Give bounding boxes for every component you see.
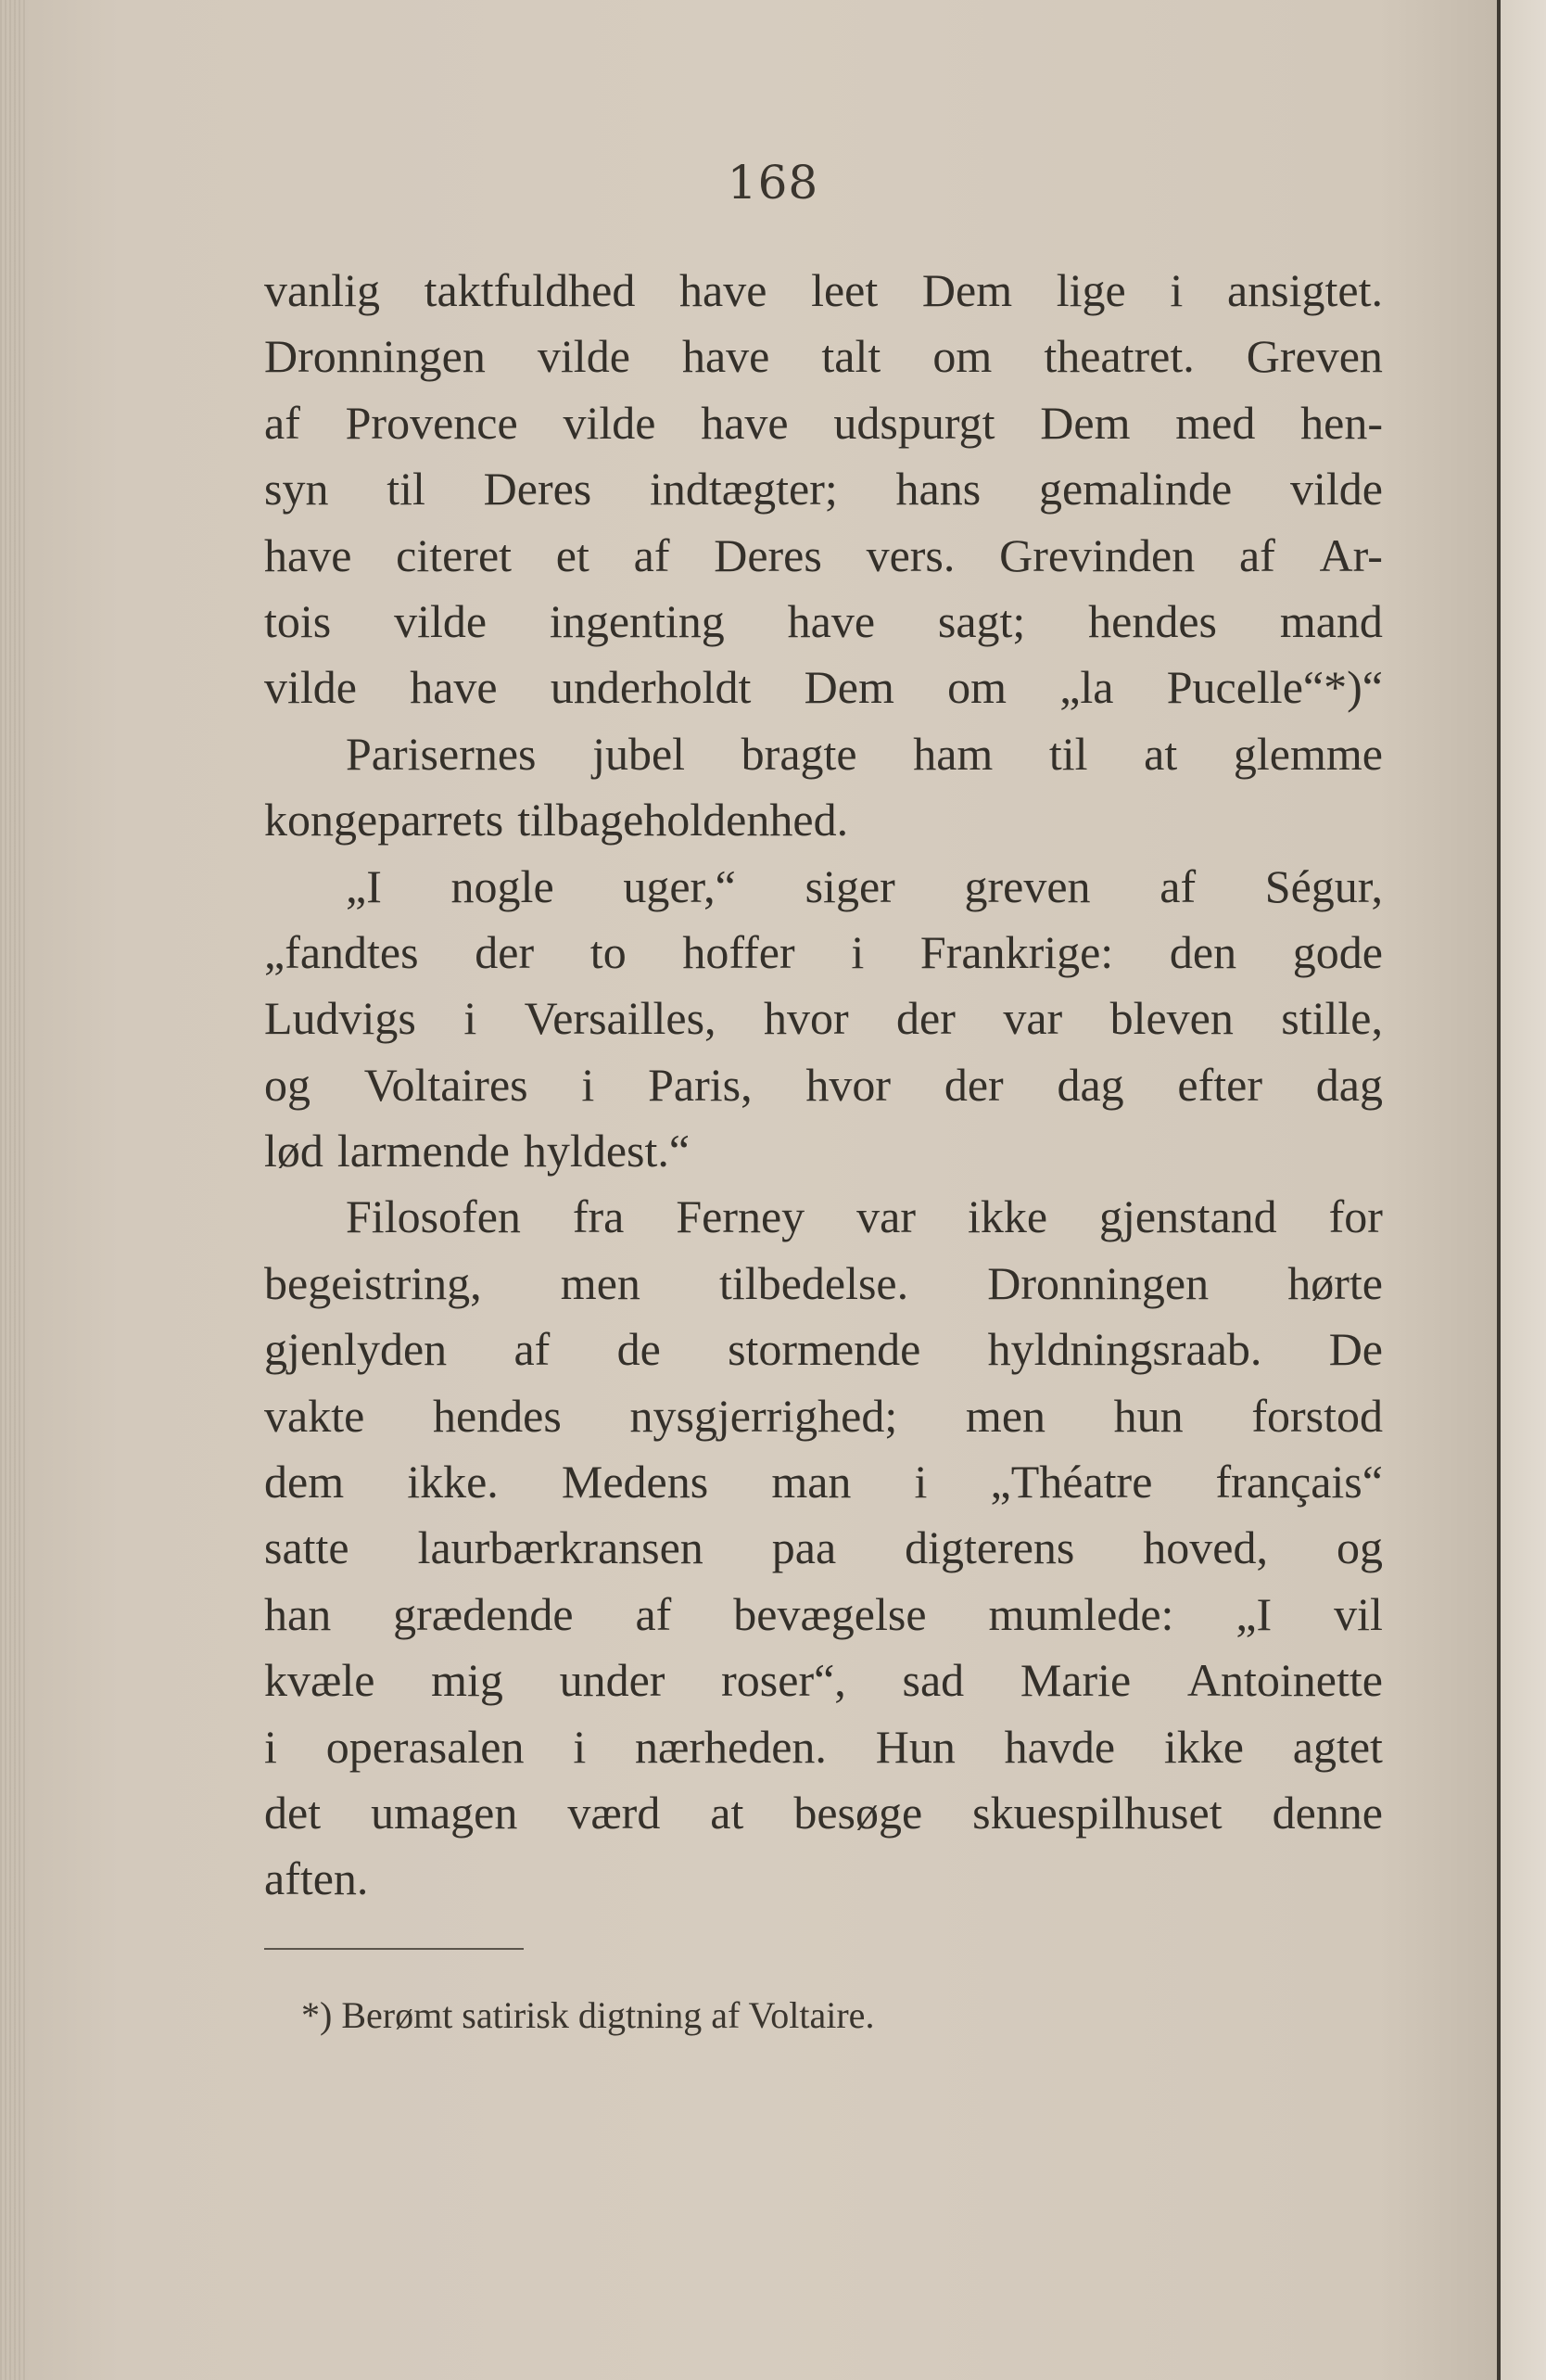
word: hoved, bbox=[1143, 1521, 1268, 1574]
word: nysgjerrighed; bbox=[629, 1389, 898, 1442]
word: man bbox=[771, 1456, 852, 1508]
text-line bbox=[264, 1383, 1383, 1449]
word: Pucelle“*)“ bbox=[1166, 661, 1383, 714]
word: hendes bbox=[432, 1389, 562, 1442]
word: larmende bbox=[336, 1125, 510, 1177]
word: var bbox=[856, 1190, 916, 1243]
word: af bbox=[264, 396, 300, 449]
word: under bbox=[559, 1654, 665, 1707]
word: og bbox=[264, 1058, 310, 1111]
word: have bbox=[787, 594, 876, 647]
word: De bbox=[1328, 1323, 1383, 1376]
word: have bbox=[410, 661, 498, 714]
word: mand bbox=[1279, 594, 1383, 647]
word: français“ bbox=[1215, 1456, 1383, 1508]
word: siger bbox=[805, 859, 895, 912]
word: hvor bbox=[763, 992, 849, 1045]
word: af bbox=[513, 1323, 551, 1376]
word: Provence bbox=[345, 396, 518, 449]
page-edge-right bbox=[1497, 0, 1546, 2380]
word: bleven bbox=[1109, 992, 1234, 1045]
text-line bbox=[264, 655, 1383, 720]
word: sad bbox=[902, 1654, 965, 1707]
word: Parisernes bbox=[346, 727, 537, 780]
word: at bbox=[1144, 727, 1178, 780]
word: „Théatre bbox=[990, 1456, 1153, 1508]
text-line bbox=[264, 324, 1383, 389]
word: vilde bbox=[394, 594, 488, 647]
word: Filosofen bbox=[346, 1190, 521, 1243]
text-line bbox=[264, 1714, 1383, 1780]
text-line bbox=[264, 1184, 1383, 1250]
word: hoffer bbox=[682, 925, 795, 978]
text-line bbox=[264, 854, 1383, 920]
text-line bbox=[264, 523, 1383, 589]
word: Ferney bbox=[676, 1190, 805, 1243]
text-line bbox=[264, 258, 1383, 324]
word: med bbox=[1175, 396, 1256, 449]
word: have bbox=[264, 528, 352, 581]
word: dem bbox=[264, 1456, 345, 1508]
word: nogle bbox=[450, 859, 554, 912]
word: hyldningsraab. bbox=[987, 1323, 1262, 1376]
word: hvor bbox=[805, 1058, 892, 1111]
word: greven bbox=[964, 859, 1091, 912]
word: gode bbox=[1292, 925, 1383, 978]
word: at bbox=[710, 1786, 744, 1839]
word: besøge bbox=[793, 1786, 923, 1839]
body-text bbox=[264, 258, 1383, 1913]
word: de bbox=[616, 1323, 661, 1376]
word: kvæle bbox=[264, 1654, 375, 1707]
page-number: 168 bbox=[727, 156, 819, 210]
word: i bbox=[581, 1058, 595, 1111]
word: ansigtet. bbox=[1226, 264, 1383, 316]
word: i bbox=[914, 1456, 928, 1508]
word: „I bbox=[1236, 1587, 1273, 1640]
text-line bbox=[264, 1780, 1383, 1846]
word: leet bbox=[811, 264, 879, 316]
word: gjenstand bbox=[1099, 1190, 1277, 1243]
word: have bbox=[679, 264, 767, 316]
word: stormende bbox=[728, 1323, 921, 1376]
word: citeret bbox=[396, 528, 513, 581]
word: „fandtes bbox=[264, 925, 419, 978]
word: og bbox=[1336, 1521, 1383, 1574]
word: efter bbox=[1177, 1058, 1262, 1111]
word: vakte bbox=[264, 1389, 365, 1442]
word: den bbox=[1169, 925, 1237, 978]
text-line bbox=[264, 1449, 1383, 1515]
word: hendes bbox=[1088, 594, 1217, 647]
word: Medens bbox=[561, 1456, 709, 1508]
word: tois bbox=[264, 594, 332, 647]
word: der bbox=[944, 1058, 1004, 1111]
word: vilde bbox=[1289, 463, 1383, 515]
word: dag bbox=[1057, 1058, 1124, 1111]
word: stille, bbox=[1281, 992, 1383, 1045]
word: kongeparrets bbox=[264, 794, 504, 846]
word: sagt; bbox=[937, 594, 1026, 647]
text-line bbox=[264, 721, 1383, 787]
word: tilbageholdenhed. bbox=[517, 794, 849, 846]
word: roser“, bbox=[721, 1654, 846, 1707]
text-line bbox=[264, 1582, 1383, 1648]
text-line bbox=[264, 1648, 1383, 1713]
word: umagen bbox=[371, 1786, 518, 1839]
word: mig bbox=[431, 1654, 503, 1707]
word: et bbox=[555, 528, 589, 581]
footnote: *) Berømt satirisk digtning af Voltaire. bbox=[301, 1994, 875, 2036]
word: Dem bbox=[1040, 396, 1131, 449]
word: hyldest.“ bbox=[523, 1125, 691, 1177]
word: „la bbox=[1059, 661, 1114, 714]
word: gjenlyden bbox=[264, 1323, 448, 1376]
word: vanlig bbox=[264, 264, 380, 316]
word: der bbox=[475, 925, 535, 978]
word: indtægter; bbox=[650, 463, 838, 515]
word: aften. bbox=[264, 1852, 369, 1905]
word: bevægelse bbox=[733, 1587, 927, 1640]
word: Hun bbox=[875, 1720, 956, 1773]
text-line bbox=[264, 1846, 1383, 1912]
word: Deres bbox=[483, 463, 592, 515]
word: vilde bbox=[537, 330, 630, 383]
word: lige bbox=[1056, 264, 1126, 316]
word: det bbox=[264, 1786, 322, 1839]
word: underholdt bbox=[550, 661, 752, 714]
word: paa bbox=[771, 1521, 837, 1574]
text-line bbox=[264, 589, 1383, 655]
text-line bbox=[264, 1251, 1383, 1317]
word: udspurgt bbox=[833, 396, 995, 449]
word: agtet bbox=[1292, 1720, 1383, 1773]
word: men bbox=[560, 1256, 640, 1309]
page-edge-left bbox=[0, 0, 26, 2380]
text-line bbox=[264, 787, 1383, 853]
word: to bbox=[589, 925, 627, 978]
word: Dronningen bbox=[264, 330, 486, 383]
word: om bbox=[932, 330, 993, 383]
word: talt bbox=[821, 330, 881, 383]
word: Grevinden bbox=[999, 528, 1196, 581]
word: taktfuldhed bbox=[424, 264, 636, 316]
word: vers. bbox=[866, 528, 956, 581]
word: dag bbox=[1315, 1058, 1383, 1111]
word: bragte bbox=[741, 727, 857, 780]
word: forstod bbox=[1251, 1389, 1383, 1442]
word: Deres bbox=[714, 528, 822, 581]
word: ham bbox=[913, 727, 994, 780]
word: til bbox=[1048, 727, 1088, 780]
word: skuespilhuset bbox=[972, 1786, 1223, 1839]
word: lød bbox=[264, 1125, 323, 1177]
word: ingenting bbox=[549, 594, 725, 647]
word: Dem bbox=[804, 661, 894, 714]
word: i bbox=[264, 1720, 277, 1773]
word: havde bbox=[1004, 1720, 1116, 1773]
text-line bbox=[264, 456, 1383, 522]
word: i bbox=[1170, 264, 1184, 316]
word: hun bbox=[1113, 1389, 1184, 1442]
word: han bbox=[264, 1587, 332, 1640]
word: Greven bbox=[1246, 330, 1383, 383]
word: vilde bbox=[264, 661, 357, 714]
word: ikke. bbox=[407, 1456, 499, 1508]
word: vilde bbox=[563, 396, 656, 449]
word: Dem bbox=[921, 264, 1013, 316]
word: hans bbox=[895, 463, 982, 515]
word: jubel bbox=[592, 727, 686, 780]
word: Ségur, bbox=[1264, 859, 1383, 912]
word: have bbox=[681, 330, 770, 383]
word: ikke bbox=[967, 1190, 1048, 1243]
word: Paris, bbox=[648, 1058, 753, 1111]
word: syn bbox=[264, 463, 329, 515]
word: „I bbox=[346, 859, 382, 912]
word: glemme bbox=[1233, 727, 1383, 780]
word: Dronningen bbox=[987, 1256, 1210, 1309]
word: i bbox=[463, 992, 477, 1045]
word: Ludvigs bbox=[264, 992, 416, 1045]
text-line bbox=[264, 390, 1383, 456]
word: af bbox=[633, 528, 670, 581]
word: theatret. bbox=[1044, 330, 1195, 383]
word: af bbox=[1160, 859, 1197, 912]
word: Voltaires bbox=[363, 1058, 528, 1111]
word: hørte bbox=[1287, 1256, 1383, 1309]
word: til bbox=[386, 463, 425, 515]
word: men bbox=[965, 1389, 1046, 1442]
word: Marie bbox=[1020, 1654, 1132, 1707]
text-line bbox=[264, 920, 1383, 986]
word: Antoinette bbox=[1186, 1654, 1383, 1707]
word: fra bbox=[572, 1190, 625, 1243]
word: om bbox=[947, 661, 1007, 714]
word: digterens bbox=[905, 1521, 1075, 1574]
word: tilbedelse. bbox=[719, 1256, 909, 1309]
word: i bbox=[851, 925, 865, 978]
word: vil bbox=[1334, 1587, 1383, 1640]
word: uger,“ bbox=[623, 859, 736, 912]
word: Versailles, bbox=[524, 992, 716, 1045]
word: denne bbox=[1272, 1786, 1383, 1839]
text-line bbox=[264, 1118, 1383, 1184]
text-line bbox=[264, 986, 1383, 1051]
text-line bbox=[264, 1515, 1383, 1581]
word: var bbox=[1003, 992, 1063, 1045]
word: gemalinde bbox=[1038, 463, 1233, 515]
word: have bbox=[701, 396, 789, 449]
word: ikke bbox=[1163, 1720, 1244, 1773]
word: satte bbox=[264, 1521, 349, 1574]
word: operasalen bbox=[325, 1720, 525, 1773]
word: af bbox=[635, 1587, 672, 1640]
word: Ar- bbox=[1319, 528, 1383, 581]
text-line bbox=[264, 1052, 1383, 1118]
word: af bbox=[1238, 528, 1275, 581]
word: hen- bbox=[1300, 396, 1383, 449]
word: for bbox=[1328, 1190, 1383, 1243]
word: værd bbox=[567, 1786, 661, 1839]
text-line bbox=[264, 1317, 1383, 1382]
word: der bbox=[896, 992, 956, 1045]
word: i bbox=[573, 1720, 587, 1773]
word: Frankrige: bbox=[919, 925, 1114, 978]
word: nærheden. bbox=[635, 1720, 827, 1773]
word: begeistring, bbox=[264, 1256, 482, 1309]
word: mumlede: bbox=[988, 1587, 1174, 1640]
footnote-divider bbox=[264, 1948, 524, 1950]
word: grædende bbox=[393, 1587, 574, 1640]
word: laurbærkransen bbox=[417, 1521, 703, 1574]
